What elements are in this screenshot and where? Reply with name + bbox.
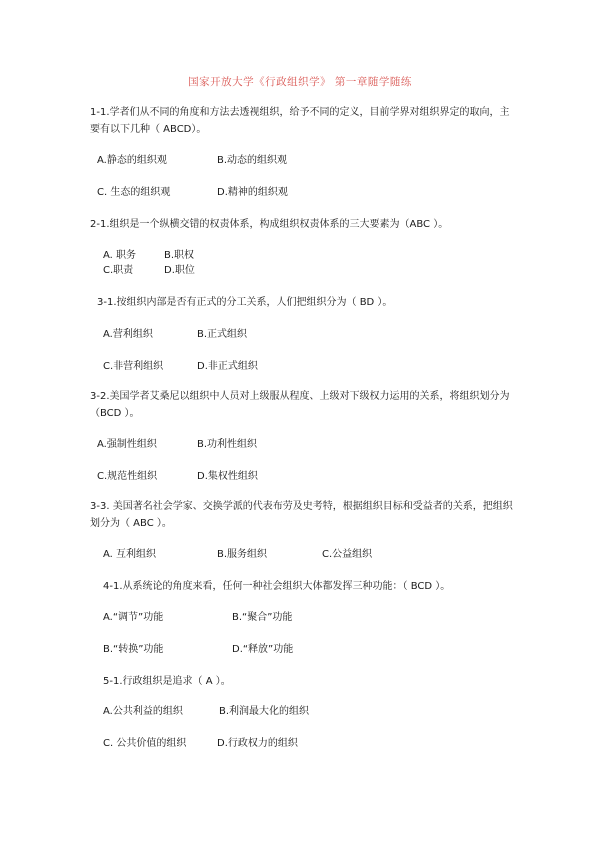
option-d: D.集权性组织 — [197, 471, 258, 482]
option-d: D.非正式组织 — [197, 361, 258, 372]
question-4-1: 4-1.从系统论的角度来看，任何一种社会组织大体都发挥三种功能：（ BCD ）。 — [103, 581, 451, 592]
option-d: D.行政权力的组织 — [217, 738, 298, 749]
option-b: B.“聚合”功能 — [232, 612, 293, 623]
option-b: B.正式组织 — [197, 329, 248, 340]
option-a: A.营利组织 — [103, 329, 153, 340]
option-b: B.服务组织 — [217, 549, 268, 560]
option-d: D.“释放”功能 — [232, 644, 294, 655]
option-b-2: B.“转换”功能 — [103, 644, 164, 655]
question-3-2: 3-2.美国学者艾桑尼以组织中人员对上级服从程度、上级对下级权力运用的关系，将组织划分为（BCD ）。 — [90, 391, 510, 419]
option-c: C.公益组织 — [322, 549, 373, 560]
option-a: A.“调节”功能 — [103, 612, 164, 623]
option-a: A.强制性组织 — [97, 439, 157, 450]
question-2-1: 2-1.组织是一个纵横交错的权责体系，构成组织权责体系的三大要素为（ABC ）。 — [90, 219, 449, 230]
option-d: D.精神的组织观 — [217, 187, 288, 198]
option-c: C.职责 — [103, 265, 134, 276]
question-3-3: 3-3. 美国著名社会学家、交换学派的代表布劳及史考特，根据组织目标和受益者的关系，把组织划分为（ ABC ）。 — [90, 501, 513, 529]
option-a: A.静态的组织观 — [97, 155, 167, 166]
option-c: C. 生态的组织观 — [97, 187, 171, 198]
option-b: B.动态的组织观 — [217, 155, 288, 166]
option-c: C. 公共价值的组织 — [103, 738, 187, 749]
question-3-1: 3-1.按组织内部是否有正式的分工关系，人们把组织分为（ BD ）。 — [97, 297, 393, 308]
question-5-1: 5-1.行政组织是追求（ A ）。 — [103, 676, 231, 687]
option-b: B.功利性组织 — [197, 439, 258, 450]
option-b: B.职权 — [164, 250, 195, 261]
page-title: 国家开放大学《行政组织学》 第一章随学随练 — [188, 76, 412, 88]
option-b: B.利润最大化的组织 — [219, 706, 310, 717]
option-c: C.规范性组织 — [97, 471, 158, 482]
question-1-1: 1-1.学者们从不同的角度和方法去透视组织，给予不同的定义，目前学界对组织界定的取向，主要有以下几种（ ABCD）。 — [90, 107, 510, 135]
option-a: A.公共利益的组织 — [103, 706, 183, 717]
option-c: C.非营利组织 — [103, 361, 164, 372]
option-d: D.职位 — [164, 265, 195, 276]
option-a: A. 互利组织 — [103, 549, 157, 560]
option-a: A. 职务 — [103, 250, 137, 261]
